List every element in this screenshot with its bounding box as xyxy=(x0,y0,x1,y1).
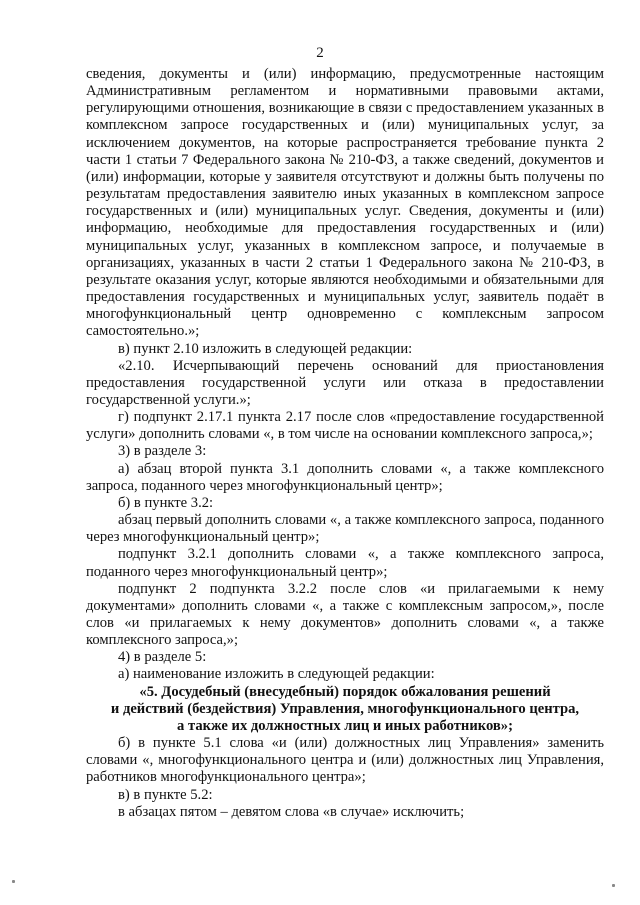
paragraph-section-3: 3) в разделе 3: xyxy=(118,443,207,460)
document-body xyxy=(86,66,604,821)
paragraph-item-v: в) пункт 2.10 изложить в следующей редакции: xyxy=(118,340,413,357)
paragraph-item-g: г) подпункт 2.17.1 пункта 2.17 после слов «предоставление государственной услуги» дополнить словами «, в том числе на основании комплексного запроса,»; xyxy=(86,409,604,443)
paragraph-first-abzac: абзац первый дополнить словами «, а также комплексного запроса, поданного через многофункциональный центр»; xyxy=(86,512,604,546)
paragraph-item-v-5-2: в) в пункте 5.2: xyxy=(118,786,213,803)
section-heading-line-2: и действий (бездействия) Управления, многофункционального центра, xyxy=(110,700,580,717)
scan-dot-left xyxy=(12,880,15,883)
page-number: 2 xyxy=(316,45,324,61)
paragraph-item-b-5-1: б) в пункте 5.1 слова «и (или) должностных лиц Управления» заменить словами «, многофункционального центра и (или) должностных лиц Управления, работников многофункционального центра»; xyxy=(86,735,604,786)
paragraph-continuation: сведения, документы и (или) информацию, предусмотренные настоящим Административным регламентом и нормативными правовыми актами, регулирующими отношения, возникающие в связи с предоставлением указанных в комплексном запросе государственных и (или) муниципальных услуг, за исключением документов, на которые распространяется требование пункта 2 части 1 статьи 7 Федерального закона № 210-ФЗ, а также сведений, документов и (или) информации, которые у заявителя отсутствуют и должны быть получены по результатам предоставления заявителю иных указанных в комплексном запросе государственных и (или) муниципальных услуг. Сведения, документы и (или) информацию, необходимые для предоставления государственных и (или) муниципальных услуг, указанных в комплексном запросе, и получаемые в организациях, указанных в части 2 статьи 1 Федерального закона № 210-ФЗ, в результате оказания услуг, которые являются необходимыми и обязательными для предоставления государственных и муниципальных услуг, заявитель подаёт в многофункциональный центр одновременно с комплексным запросом самостоятельно.»; xyxy=(86,66,604,340)
paragraph-section-5: 4) в разделе 5: xyxy=(118,649,207,666)
paragraph-2-10: «2.10. Исчерпывающий перечень оснований для приостановления предоставления государственной услуги или отказа в предоставлении государственной услуги.»; xyxy=(86,357,604,408)
section-heading-line-1: «5. Досудебный (внесудебный) порядок обжалования решений xyxy=(139,683,551,700)
paragraph-last: в абзацах пятом – девятом слова «в случае» исключить; xyxy=(118,803,465,820)
paragraph-3-2-2: подпункт 2 подпункта 3.2.2 после слов «и прилагаемыми к нему документами» дополнить словами «, а также с комплексным запросом,», после слов «и прилагаемых к нему документов» дополнить словами «, а также комплексного запроса,»; xyxy=(86,580,604,649)
section-heading-line-3: а также их должностных лиц и иных работников»; xyxy=(177,717,513,734)
paragraph-item-a-title: а) наименование изложить в следующей редакции: xyxy=(118,666,435,683)
paragraph-item-b-3-2: б) в пункте 3.2: xyxy=(118,494,214,511)
paragraph-3-2-1: подпункт 3.2.1 дополнить словами «, а также комплексного запроса, поданного через многофункциональный центр»; xyxy=(86,546,604,580)
paragraph-item-a-3-1: а) абзац второй пункта 3.1 дополнить словами «, а также комплексного запроса, поданного через многофункциональный центр»; xyxy=(86,460,604,494)
scan-dot-right xyxy=(612,884,615,887)
